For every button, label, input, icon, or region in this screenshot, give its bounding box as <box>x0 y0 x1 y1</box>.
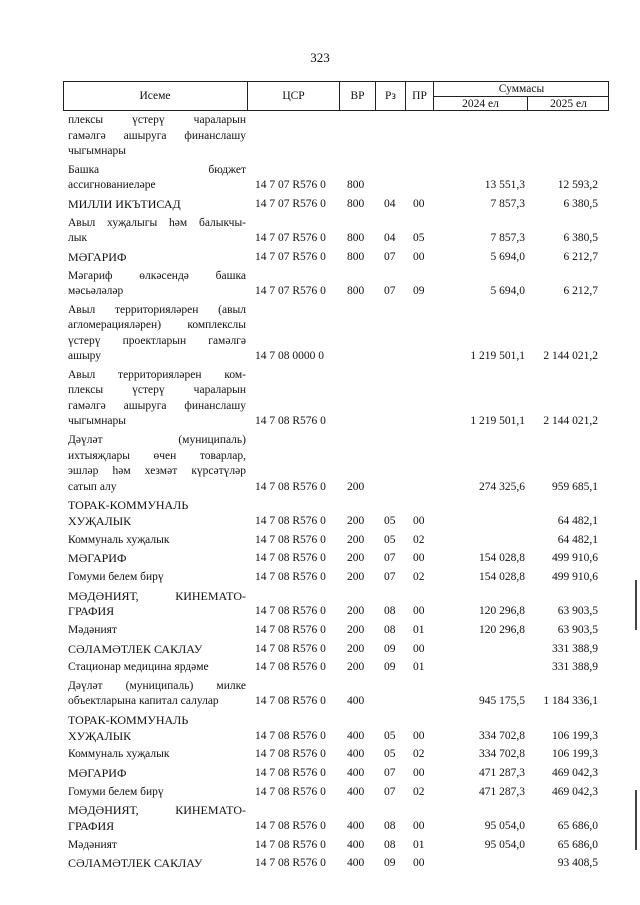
row-name-line: СӘЛАМӘТЛЕК САКЛАУ <box>68 856 203 871</box>
row-name-line: МӘГАРИФ <box>68 766 127 780</box>
row-csr: 14 7 07 R576 0 <box>255 250 326 263</box>
row-vr: 400 <box>347 729 365 742</box>
row-csr: 14 7 07 R576 0 <box>255 179 326 192</box>
row-rz: 07 <box>384 785 396 798</box>
row-pr: 01 <box>413 661 425 674</box>
row-csr: 14 7 08 R576 0 <box>255 642 326 655</box>
row-csr: 14 7 08 R576 0 <box>255 857 326 870</box>
row-pr: 00 <box>413 250 425 263</box>
row-name-line: объектларына капитал салулар <box>68 695 219 708</box>
row-sum-2024: 471 287,3 <box>479 767 525 779</box>
scan-edge-mark <box>635 790 637 850</box>
row-sum-2025: 6 212,7 <box>563 285 598 297</box>
row-sum-2025: 64 482,1 <box>557 514 598 527</box>
row-vr: 800 <box>347 232 365 245</box>
row-name <box>68 660 246 676</box>
row-vr: 200 <box>347 623 365 636</box>
row-name <box>68 498 246 529</box>
row-name <box>68 623 246 639</box>
row-name <box>68 368 246 430</box>
table-row <box>0 713 640 744</box>
row-name-line: ХУҖАЛЫК <box>68 728 132 743</box>
row-name <box>68 803 246 834</box>
row-csr: 14 7 08 R576 0 <box>255 838 326 851</box>
row-name <box>68 747 246 763</box>
row-sum-2025: 6 380,5 <box>563 197 598 210</box>
row-csr: 14 7 08 R576 0 <box>255 415 326 428</box>
row-vr: 400 <box>347 857 365 870</box>
row-name <box>68 269 246 300</box>
row-name-line: Мәдәният <box>68 623 117 636</box>
row-sum-2024: 95 054,0 <box>484 838 525 851</box>
row-rz: 08 <box>384 819 396 832</box>
row-csr: 14 7 08 R576 0 <box>255 533 326 546</box>
row-sum-2024: 471 287,3 <box>479 785 525 798</box>
row-name-line: МӘГАРИФ <box>68 551 127 566</box>
row-sum-2025: 63 903,5 <box>557 623 598 636</box>
row-name-line: МӘДӘНИЯТ, КИНЕМАТО- <box>68 588 246 603</box>
row-sum-2024: 7 857,3 <box>490 232 525 245</box>
row-rz: 04 <box>384 197 396 210</box>
table-row <box>0 766 640 782</box>
row-csr: 14 7 08 R576 0 <box>255 729 326 742</box>
table-row <box>0 856 640 872</box>
row-name <box>68 250 246 266</box>
row-pr: 02 <box>413 785 425 798</box>
row-rz: 05 <box>384 514 396 527</box>
row-name-line: агломерацияләрен) комплекслы <box>68 319 246 332</box>
row-name-line: ассигнованиеләре <box>68 179 156 192</box>
table-row <box>0 368 640 430</box>
row-name-line: чыгымнары <box>68 145 126 157</box>
table-row <box>0 785 640 801</box>
row-rz: 09 <box>384 642 396 655</box>
row-rz: 08 <box>384 623 396 636</box>
row-pr: 00 <box>413 552 425 565</box>
row-pr: 00 <box>413 197 425 210</box>
row-name <box>68 163 246 194</box>
row-name-line: Авыл территорияләрен (авыл <box>68 303 246 316</box>
row-sum-2024: 120 296,8 <box>479 623 525 636</box>
row-sum-2025: 331 388,9 <box>552 642 598 655</box>
row-sum-2025: 959 685,1 <box>552 480 598 493</box>
row-sum-2025: 65 686,0 <box>557 819 598 832</box>
row-rz: 09 <box>384 661 396 674</box>
row-rz: 05 <box>384 729 396 742</box>
row-name <box>68 433 246 495</box>
table-row <box>0 269 640 300</box>
row-name <box>68 679 246 710</box>
row-name <box>68 216 246 247</box>
row-name-line: эшләр һәм хезмәт күрсәтүләр <box>68 465 246 478</box>
row-name-line: Коммуналь хуҗалык <box>68 748 170 761</box>
table-row <box>0 216 640 247</box>
row-sum-2025: 499 910,6 <box>552 552 598 565</box>
table-row <box>0 163 640 194</box>
row-name <box>68 642 246 658</box>
row-name <box>68 570 246 586</box>
row-name <box>68 113 246 160</box>
row-csr: 14 7 08 R576 0 <box>255 767 326 779</box>
header-2025: 2025 ел <box>527 96 609 111</box>
row-pr: 00 <box>413 642 425 655</box>
row-sum-2025: 93 408,5 <box>557 857 598 870</box>
row-name <box>68 197 246 213</box>
row-pr: 00 <box>413 819 425 832</box>
row-sum-2025: 6 380,5 <box>563 232 598 245</box>
row-name-line: үстерү проектларын гамәлгә <box>68 334 246 347</box>
table-row <box>0 303 640 365</box>
row-sum-2025: 499 910,6 <box>552 570 598 583</box>
row-rz: 07 <box>384 767 396 779</box>
row-name-line: МИЛЛИ ИКЪТИСАД <box>68 196 181 211</box>
row-pr: 02 <box>413 570 425 583</box>
row-sum-2025: 6 212,7 <box>563 250 598 263</box>
table-row <box>0 250 640 266</box>
row-sum-2024: 13 551,3 <box>484 179 525 192</box>
row-sum-2024: 334 702,8 <box>479 729 525 742</box>
row-pr: 00 <box>413 729 425 742</box>
row-sum-2024: 945 175,5 <box>479 695 525 708</box>
row-name-line: гамәлгә ашыруга финанслашу <box>68 399 246 412</box>
table-row <box>0 589 640 620</box>
row-vr: 800 <box>347 197 365 210</box>
row-name-line: Авыл территорияләрен ком- <box>68 368 246 381</box>
row-csr: 14 7 08 R576 0 <box>255 552 326 565</box>
row-sum-2024: 7 857,3 <box>490 197 525 210</box>
row-name-line: Стационар медицина ярдәме <box>68 661 209 674</box>
row-vr: 200 <box>347 533 365 546</box>
row-sum-2024: 154 028,8 <box>479 552 525 565</box>
row-sum-2024: 1 219 501,1 <box>470 415 525 428</box>
row-name-line: ихтыяҗлары өчен товарлар, <box>68 449 246 462</box>
row-vr: 400 <box>347 695 365 708</box>
table-row <box>0 533 640 549</box>
row-sum-2025: 12 593,2 <box>557 179 598 192</box>
header-2024: 2024 ел <box>433 96 527 111</box>
row-sum-2025: 106 199,3 <box>552 729 598 742</box>
table-row <box>0 113 640 160</box>
row-sum-2024: 5 694,0 <box>490 250 525 263</box>
row-name-line: ГРАФИЯ <box>68 818 115 833</box>
row-csr: 14 7 07 R576 0 <box>255 285 326 297</box>
row-name-line: ХУҖАЛЫК <box>68 513 132 528</box>
row-name-line: Гомуми белем бирү <box>68 785 164 798</box>
table-row <box>0 660 640 676</box>
row-sum-2025: 2 144 021,2 <box>543 415 598 428</box>
row-csr: 14 7 08 0000 0 <box>255 350 324 363</box>
row-rz: 09 <box>384 857 396 870</box>
row-vr: 400 <box>347 785 365 798</box>
row-vr: 400 <box>347 767 365 779</box>
row-csr: 14 7 08 R576 0 <box>255 514 326 527</box>
row-sum-2025: 469 042,3 <box>552 785 598 798</box>
row-name <box>68 551 246 567</box>
row-sum-2024: 154 028,8 <box>479 570 525 583</box>
table-row <box>0 747 640 763</box>
row-pr: 00 <box>413 605 425 618</box>
row-sum-2025: 65 686,0 <box>557 838 598 851</box>
row-sum-2025: 469 042,3 <box>552 767 598 779</box>
row-name-line: Дәүләт (муниципаль) милке <box>68 679 246 692</box>
row-sum-2025: 106 199,3 <box>552 748 598 761</box>
row-name-line: чыгымнары <box>68 415 126 428</box>
row-name-line: СӘЛАМӘТЛЕК САКЛАУ <box>68 641 203 656</box>
row-name <box>68 533 246 549</box>
row-pr: 05 <box>413 232 425 245</box>
row-vr: 200 <box>347 605 365 618</box>
header-sums: Суммасы <box>433 81 609 96</box>
row-csr: 14 7 08 R576 0 <box>255 819 326 832</box>
table-row <box>0 433 640 495</box>
row-vr: 200 <box>347 480 365 493</box>
row-vr: 200 <box>347 661 365 674</box>
header-csr: ЦСР <box>247 81 339 111</box>
row-pr: 02 <box>413 533 425 546</box>
row-rz: 04 <box>384 232 396 245</box>
row-rz: 07 <box>384 570 396 583</box>
table-row <box>0 498 640 529</box>
row-csr: 14 7 08 R576 0 <box>255 570 326 583</box>
row-csr: 14 7 08 R576 0 <box>255 480 326 493</box>
table-row <box>0 570 640 586</box>
row-rz: 07 <box>384 250 396 263</box>
header-name: Исеме <box>139 90 171 102</box>
row-vr: 200 <box>347 552 365 565</box>
row-name-line: МӘГАРИФ <box>68 249 127 264</box>
row-name-line: ГРАФИЯ <box>68 604 115 619</box>
row-name <box>68 766 246 782</box>
row-name-line: Мәдәният <box>68 838 117 851</box>
row-sum-2024: 95 054,0 <box>484 819 525 832</box>
row-name-line: сатып алу <box>68 480 117 493</box>
row-csr: 14 7 07 R576 0 <box>255 197 326 210</box>
header-pr: ПР <box>405 81 433 111</box>
row-name-line: ашыру <box>68 350 102 363</box>
row-name <box>68 785 246 801</box>
row-vr: 800 <box>347 285 365 297</box>
table-row <box>0 803 640 834</box>
row-name-line: Авыл хуҗалыгы һәм балыкчы- <box>68 216 246 229</box>
row-csr: 14 7 08 R576 0 <box>255 623 326 636</box>
header-vr: ВР <box>339 81 375 111</box>
row-name-line: Мәгариф өлкәсендә башка <box>68 269 246 282</box>
row-csr: 14 7 08 R576 0 <box>255 695 326 708</box>
row-vr: 200 <box>347 570 365 583</box>
row-name <box>68 713 246 744</box>
row-pr: 02 <box>413 748 425 761</box>
row-pr: 01 <box>413 623 425 636</box>
row-csr: 14 7 08 R576 0 <box>255 605 326 618</box>
row-csr: 14 7 07 R576 0 <box>255 232 326 245</box>
row-sum-2025: 1 184 336,1 <box>543 695 598 708</box>
row-vr: 800 <box>347 179 365 192</box>
row-vr: 200 <box>347 514 365 527</box>
row-name <box>68 303 246 365</box>
page-number: 323 <box>310 50 330 65</box>
row-name-line: МӘДӘНИЯТ, КИНЕМАТО- <box>68 803 246 818</box>
table-row <box>0 551 640 567</box>
row-rz: 05 <box>384 748 396 761</box>
row-sum-2024: 120 296,8 <box>479 605 525 618</box>
row-name-line: Дәүләт (муниципаль) <box>68 434 246 447</box>
row-pr: 01 <box>413 838 425 851</box>
row-rz: 05 <box>384 533 396 546</box>
row-vr: 800 <box>347 250 365 263</box>
header-rz: Рз <box>375 81 405 111</box>
row-pr: 00 <box>413 767 425 779</box>
row-vr: 200 <box>347 642 365 655</box>
row-sum-2025: 64 482,1 <box>557 533 598 546</box>
row-name-line: плексы үстерү чараларын <box>68 384 246 397</box>
row-name-line: Башка бюджет <box>68 163 246 176</box>
row-name-line: Гомуми белем бирү <box>68 570 164 583</box>
table-row <box>0 623 640 639</box>
row-pr: 09 <box>413 285 425 297</box>
row-name <box>68 589 246 620</box>
table-row <box>0 642 640 658</box>
row-name-line: мәсьәләләр <box>68 285 124 297</box>
row-vr: 400 <box>347 819 365 832</box>
scan-edge-mark <box>635 580 637 630</box>
row-rz: 07 <box>384 285 396 297</box>
row-sum-2024: 274 325,6 <box>479 480 525 493</box>
table-header <box>63 81 609 111</box>
row-csr: 14 7 08 R576 0 <box>255 748 326 761</box>
table-row <box>0 838 640 854</box>
row-rz: 08 <box>384 838 396 851</box>
row-pr: 00 <box>413 857 425 870</box>
row-rz: 08 <box>384 605 396 618</box>
row-name-line: ТОРАК-КОММУНАЛЬ <box>68 713 189 728</box>
row-sum-2025: 331 388,9 <box>552 661 598 674</box>
row-name-line: ТОРАК-КОММУНАЛЬ <box>68 498 189 513</box>
row-sum-2024: 1 219 501,1 <box>470 350 525 363</box>
row-pr: 00 <box>413 514 425 527</box>
table-row <box>0 679 640 710</box>
row-csr: 14 7 08 R576 0 <box>255 661 326 674</box>
row-name-line: гамәлгә ашыруга финанслашу <box>68 129 246 142</box>
row-rz: 07 <box>384 552 396 565</box>
row-sum-2024: 5 694,0 <box>490 285 525 297</box>
row-vr: 400 <box>347 838 365 851</box>
row-name-line: Коммуналь хуҗалык <box>68 533 170 546</box>
row-sum-2025: 2 144 021,2 <box>543 350 598 363</box>
row-name-line: плексы үстерү чараларын <box>68 114 246 126</box>
row-vr: 400 <box>347 748 365 761</box>
row-sum-2025: 63 903,5 <box>557 605 598 618</box>
row-name <box>68 856 246 872</box>
row-name <box>68 838 246 854</box>
row-name-line: лык <box>68 232 88 245</box>
table-row <box>0 197 640 213</box>
row-sum-2024: 334 702,8 <box>479 748 525 761</box>
row-csr: 14 7 08 R576 0 <box>255 785 326 798</box>
